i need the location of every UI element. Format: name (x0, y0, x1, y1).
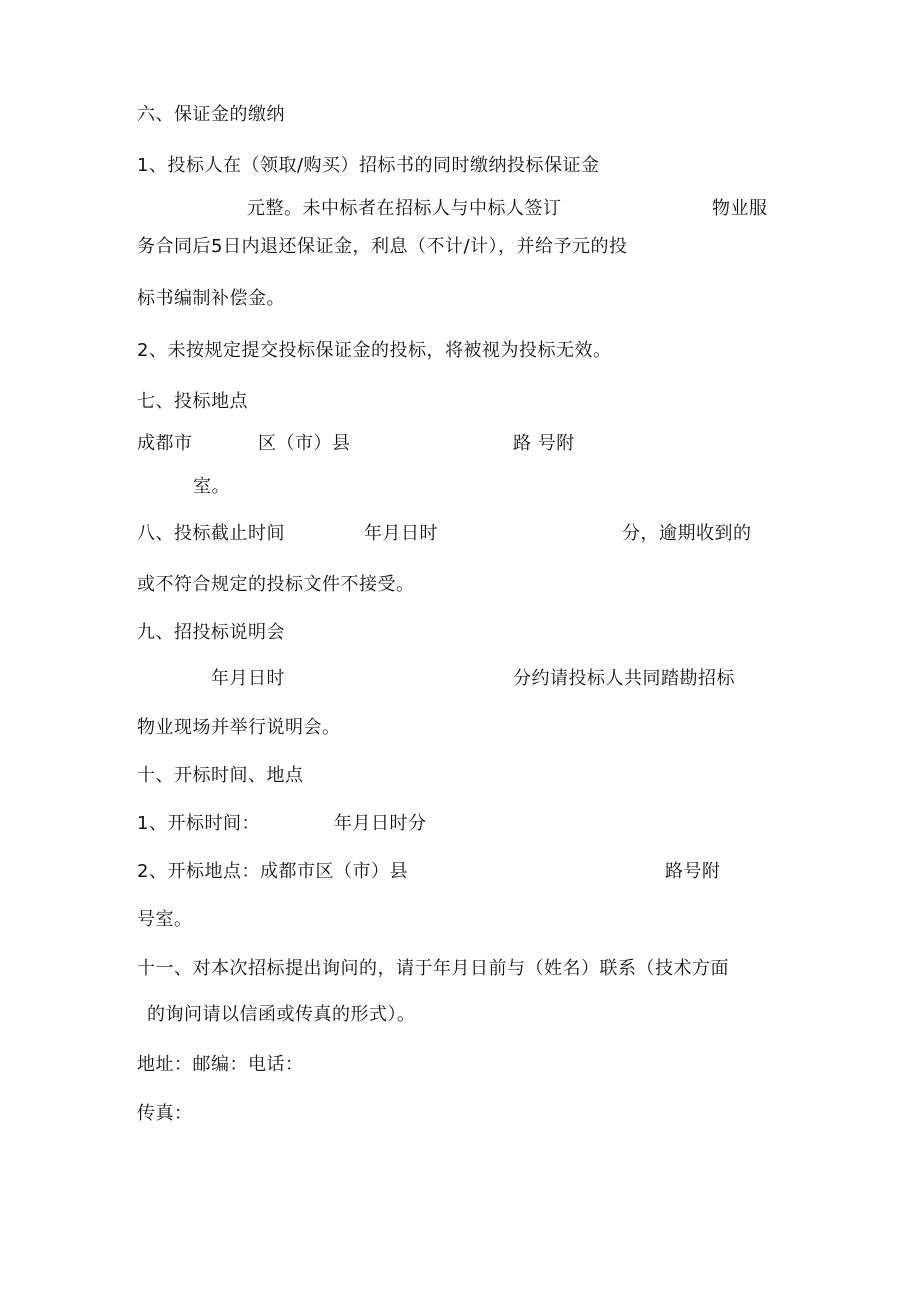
section-9-text: 分约请投标人共同踏勘招标 (513, 668, 735, 689)
section-6-item-1: 1、投标人在（领取/购买）招标书的同时缴纳投标保证金 (137, 155, 600, 176)
section-11-heading: 十一、对本次招标提出询问的，请于年月日前与（姓名）联系（技术方面 (137, 958, 729, 979)
section-10-heading: 十、开标时间、地点 (137, 765, 304, 786)
contact-address-line: 地址：邮编：电话： (137, 1054, 304, 1075)
section-8-minute: 分，逾期收到的 (622, 523, 752, 544)
section-9-heading: 九、招投标说明会 (137, 622, 285, 643)
section-7-address-b: 区（市）县 (258, 433, 351, 454)
section-6-item-1-cont-d: 标书编制补偿金。 (137, 288, 285, 309)
section-11-cont: 的询问请以信函或传真的形式）。 (147, 1004, 416, 1025)
section-7-address-c: 路 号附 (513, 433, 575, 454)
section-9-date: 年月日时 (211, 668, 285, 689)
section-8-cont: 或不符合规定的投标文件不接受。 (137, 574, 415, 595)
section-6-item-2: 2、未按规定提交投标保证金的投标，将被视为投标无效。 (137, 340, 612, 361)
section-10-item-2-cont: 号室。 (137, 909, 193, 930)
section-8-heading: 八、投标截止时间 (137, 523, 285, 544)
section-7-address-a: 成都市 (137, 433, 193, 454)
contact-fax-line: 传真： (137, 1103, 193, 1124)
section-10-item-2-value: 路号附 (665, 861, 721, 882)
section-10-item-1-value: 年月日时分 (334, 813, 427, 834)
section-6-item-1-cont-b: 物业服 (712, 198, 768, 219)
section-9-cont: 物业现场并举行说明会。 (137, 717, 341, 738)
section-6-heading: 六、保证金的缴纳 (137, 104, 285, 125)
section-10-item-2-label: 2、开标地点：成都市区（市）县 (137, 861, 408, 882)
section-7-address-d: 室。 (193, 476, 230, 497)
section-8-date: 年月日时 (364, 523, 438, 544)
section-6-item-1-cont-c: 务合同后5日内退还保证金，利息（不计/计），并给予元的投 (137, 236, 628, 257)
section-6-item-1-cont-a: 元整。未中标者在招标人与中标人签订 (247, 198, 562, 219)
section-10-item-1-label: 1、开标时间： (137, 813, 260, 834)
section-7-heading: 七、投标地点 (137, 391, 248, 412)
